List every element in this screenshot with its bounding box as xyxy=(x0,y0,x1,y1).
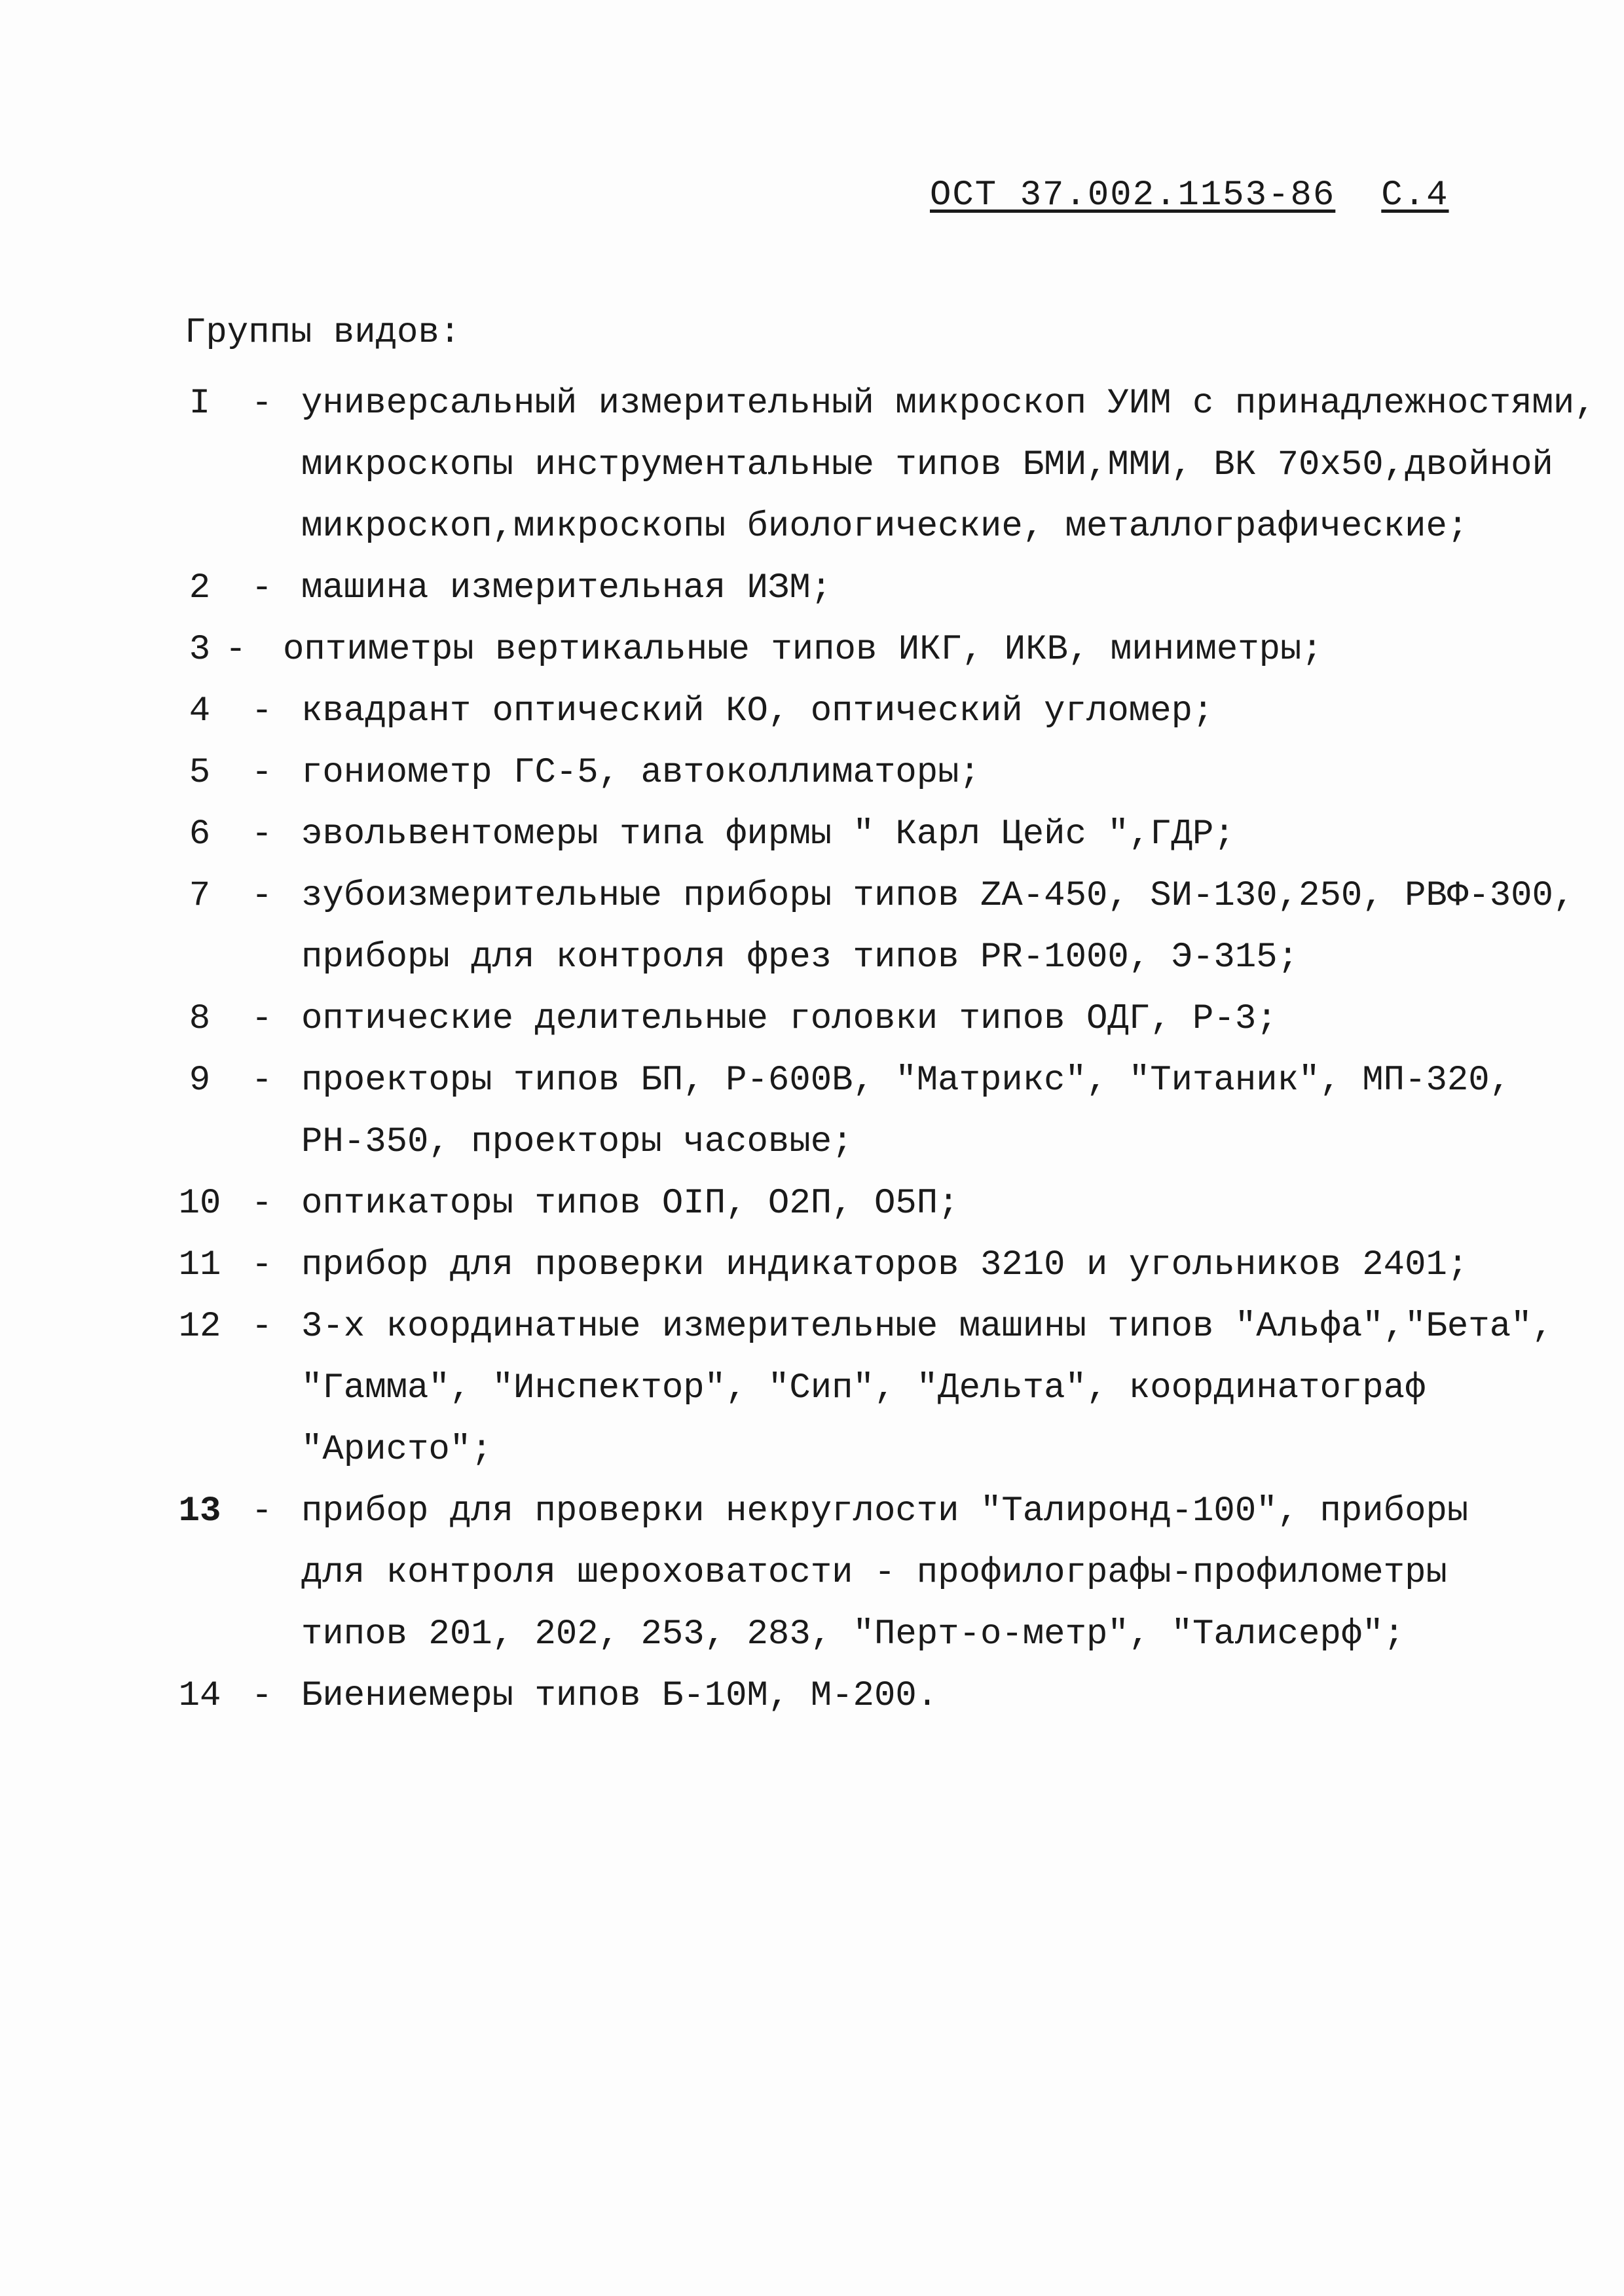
list-item xyxy=(164,742,1526,804)
item-text: прибор для проверки индикаторов 3210 и угольников 2401; xyxy=(301,1245,1469,1285)
item-text: оптикаторы типов ОIП, О2П, О5П; xyxy=(301,1184,959,1224)
item-dash: - xyxy=(251,1184,273,1224)
item-number: 7 xyxy=(189,876,211,916)
list-item xyxy=(164,866,1575,989)
item-text: прибор для проверки некруглости "Талиронд-100", приборы xyxy=(301,1491,1469,1531)
page-number: С.4 xyxy=(1381,175,1449,215)
item-dash: - xyxy=(251,691,273,731)
page-header xyxy=(930,175,1449,215)
item-text: машина измерительная ИЗМ; xyxy=(301,568,832,608)
list-item xyxy=(164,1296,1553,1481)
item-text: квадрант оптический КО, оптический угломер; xyxy=(301,691,1214,731)
item-dash: - xyxy=(251,1307,273,1347)
item-number: 3 xyxy=(189,630,211,670)
list-item xyxy=(164,1235,1526,1296)
item-number: 9 xyxy=(189,1061,211,1101)
item-dash: - xyxy=(251,568,273,608)
item-text: гониометр ГС-5, автоколлиматоры; xyxy=(301,753,980,793)
item-number: 13 xyxy=(178,1491,221,1531)
item-dash: - xyxy=(251,814,273,854)
item-number: 12 xyxy=(178,1307,221,1347)
item-number: 8 xyxy=(189,999,211,1039)
list-item xyxy=(164,681,1526,742)
item-dash: - xyxy=(251,384,273,424)
groups-list xyxy=(164,373,1596,1727)
item-text: микроскоп,микроскопы биологические, металлографические; xyxy=(301,507,1469,547)
item-number: 4 xyxy=(189,691,211,731)
item-text: эвольвентомеры типа фирмы " Карл Цейс ",ГДР; xyxy=(301,814,1235,854)
list-item xyxy=(164,1050,1526,1173)
list-item xyxy=(164,1173,1526,1235)
item-text: 3-х координатные измерительные машины типов "Альфа","Бета", xyxy=(301,1307,1553,1347)
item-text: РН-350, проекторы часовые; xyxy=(301,1122,853,1162)
list-item xyxy=(164,804,1526,866)
list-item xyxy=(164,373,1596,558)
list-item xyxy=(164,1481,1526,1666)
item-number: 11 xyxy=(178,1245,221,1285)
item-number: I xyxy=(189,384,211,424)
item-text: универсальный измерительный микроскоп УИМ с принадлежностями, xyxy=(301,384,1596,424)
item-number: 14 xyxy=(178,1676,221,1716)
item-dash: - xyxy=(251,999,273,1039)
item-text: оптические делительные головки типов ОДГ, Р-3; xyxy=(301,999,1278,1039)
item-dash: - xyxy=(251,1245,273,1285)
item-number: 2 xyxy=(189,568,211,608)
list-item xyxy=(164,1666,1526,1727)
item-text: для контроля шероховатости - профилографы-профилометры xyxy=(301,1553,1447,1593)
item-dash: - xyxy=(251,1491,273,1531)
item-dash: - xyxy=(251,753,273,793)
item-text: Биениемеры типов Б-10М, М-200. xyxy=(301,1676,938,1716)
item-text: типов 201, 202, 253, 283, "Перт-о-метр", "Талисерф"; xyxy=(301,1614,1405,1654)
item-number: 10 xyxy=(178,1184,221,1224)
item-dash: - xyxy=(251,1061,273,1101)
item-dash: - xyxy=(251,1676,273,1716)
item-text: зубоизмерительные приборы типов ZA-450, SИ-130,250, РВФ-300, xyxy=(301,876,1575,916)
list-item xyxy=(164,989,1526,1050)
doc-code: ОСТ 37.002.1153-86 xyxy=(930,175,1336,215)
item-number: 6 xyxy=(189,814,211,854)
item-dash: - xyxy=(251,876,273,916)
item-text: "Гамма", "Инспектор", "Сип", "Дельта", координатограф xyxy=(301,1368,1426,1408)
item-text: микроскопы инструментальные типов БМИ,ММИ, ВК 70х50,двойной xyxy=(301,445,1553,485)
list-item xyxy=(164,558,1526,619)
item-text: "Аристо"; xyxy=(301,1430,492,1470)
section-title: Группы видов: xyxy=(185,313,461,353)
item-text: проекторы типов БП, Р-600В, "Матрикс", "Титаник", МП-320, xyxy=(301,1061,1511,1101)
list-item xyxy=(164,619,1526,681)
item-text: оптиметры вертикальные типов ИКГ, ИКВ, миниметры; xyxy=(283,630,1323,670)
item-text: приборы для контроля фрез типов PR-1000, Э-315; xyxy=(301,938,1299,977)
item-dash: - xyxy=(225,630,247,670)
item-number: 5 xyxy=(189,753,211,793)
